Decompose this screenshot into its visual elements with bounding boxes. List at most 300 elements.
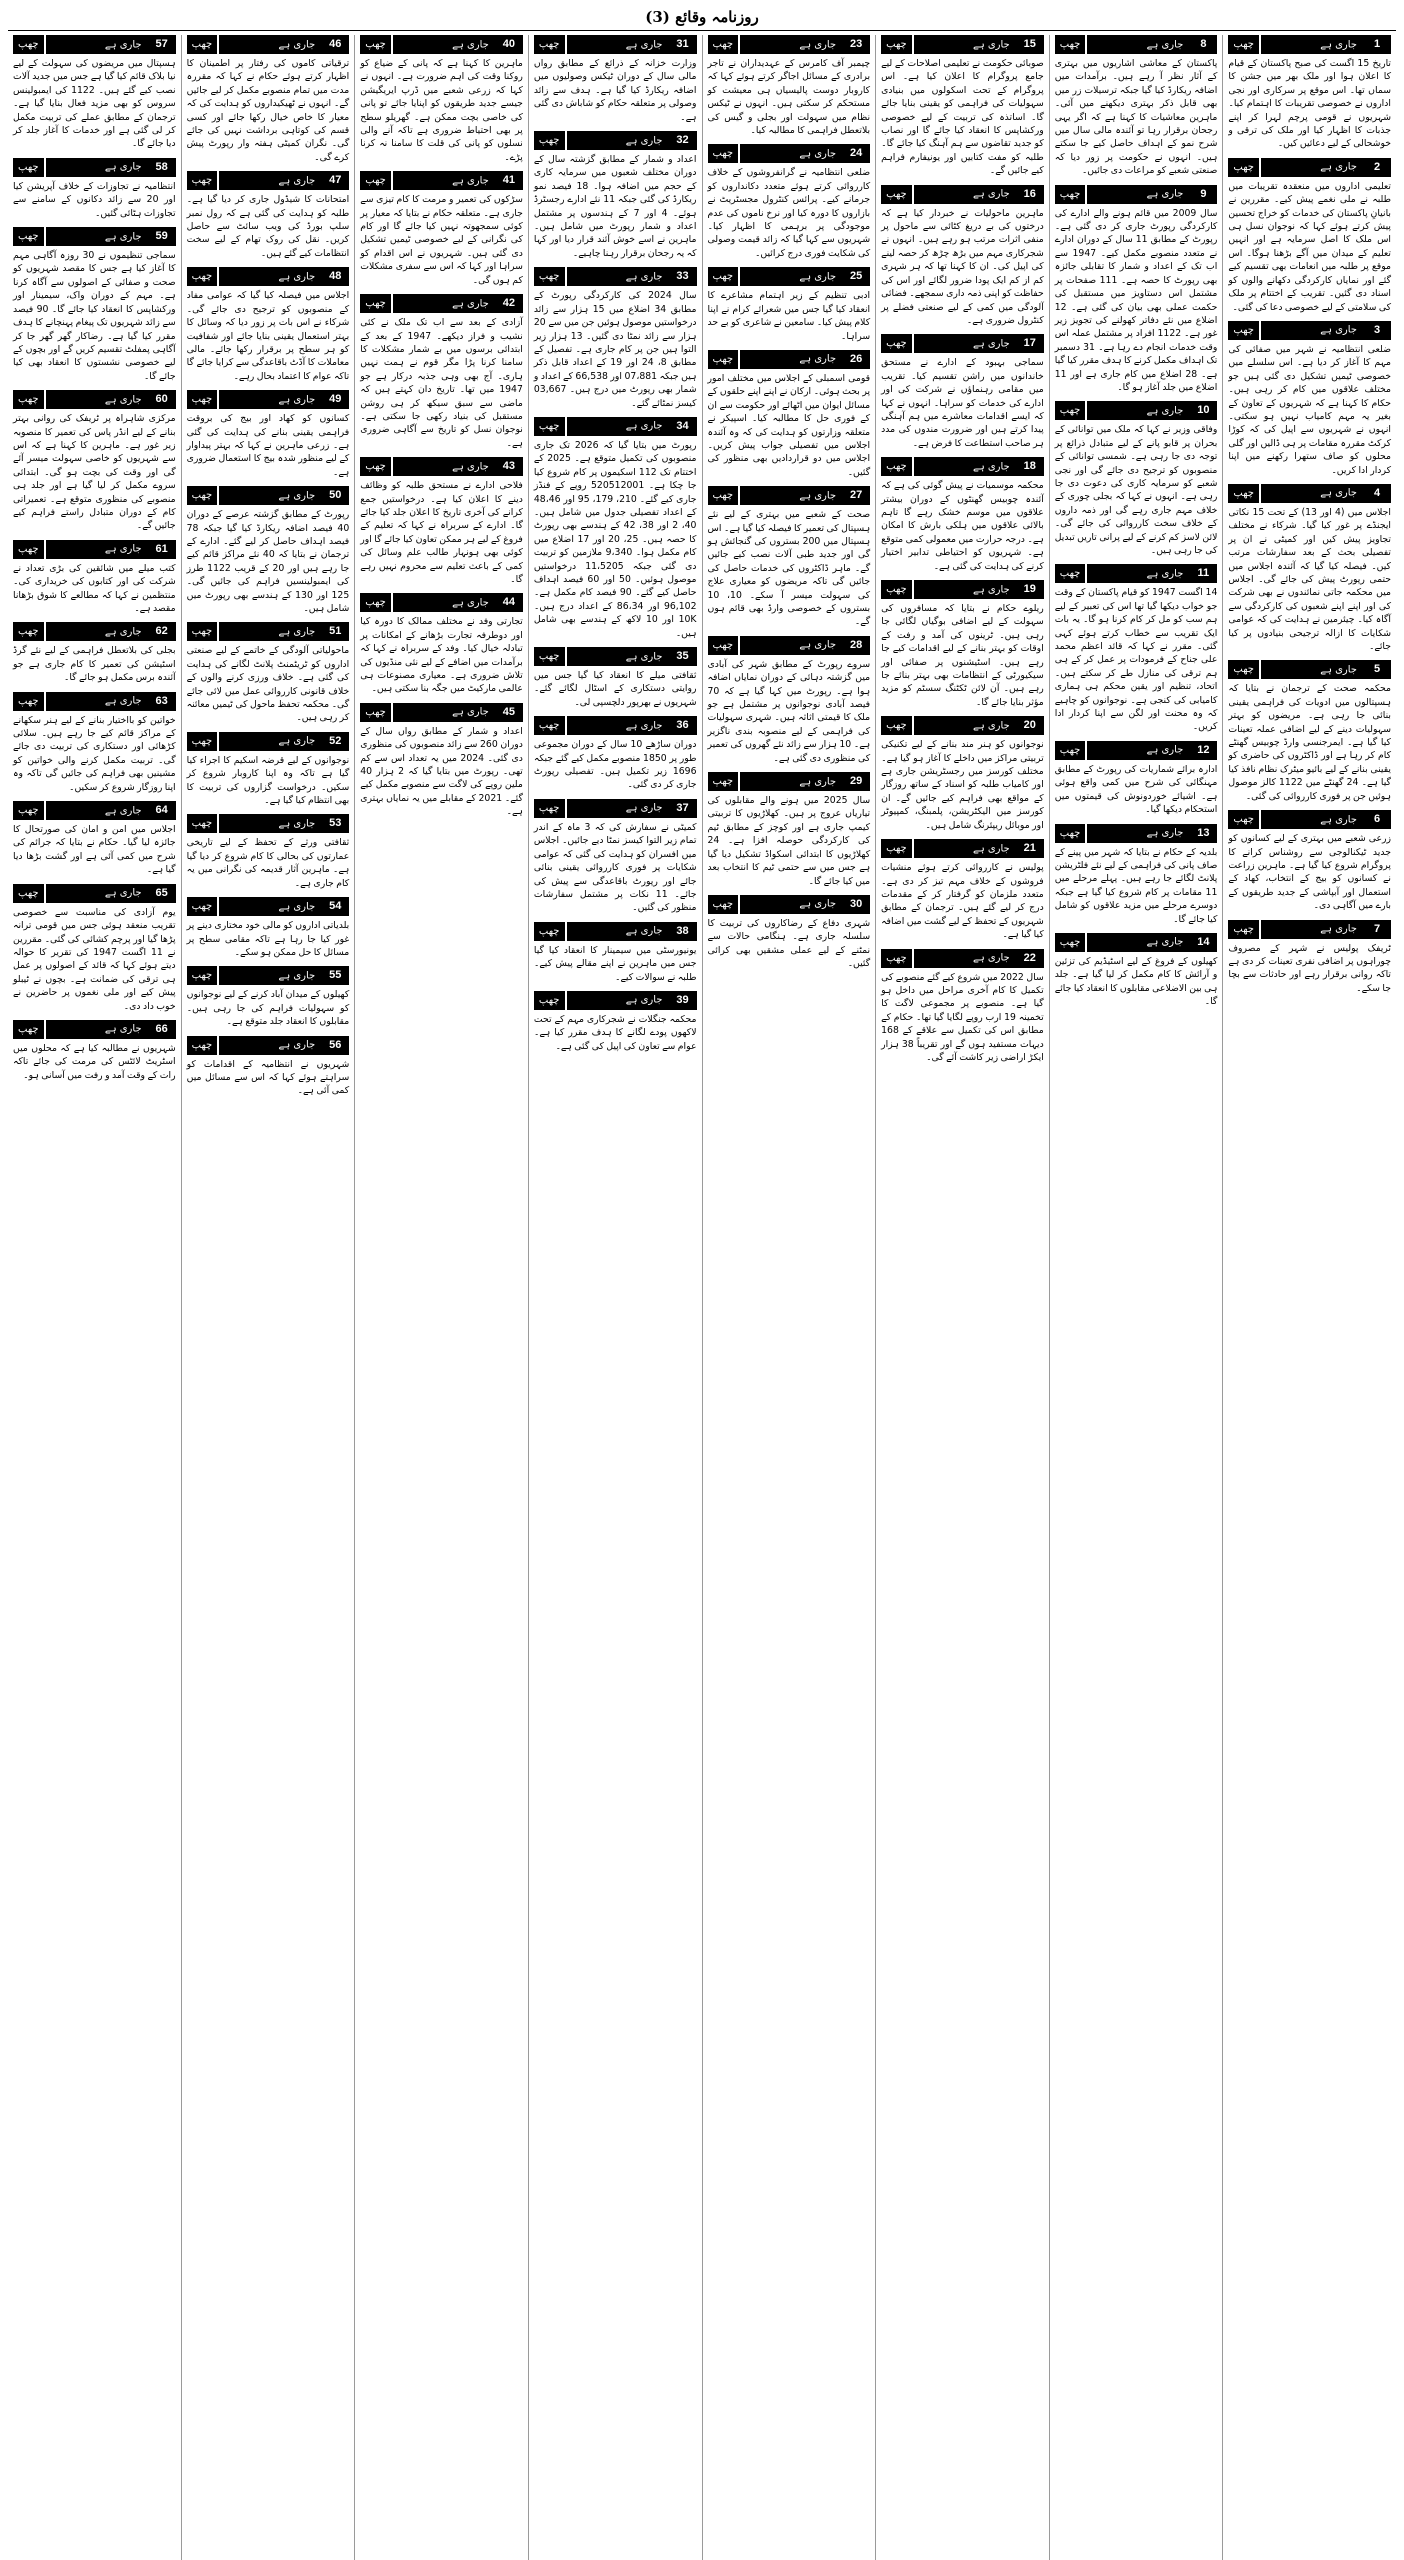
article-tag: چھپ [1055, 185, 1088, 204]
article-item [881, 949, 1044, 1065]
article-paragraph: تجارتی وفد نے مختلف ممالک کا دورہ کیا اور دوطرفہ تجارت بڑھانے کے امکانات پر تبادلہ خیال کیا۔ وفد کے سربراہ نے کہا کہ برآمدات میں اضافے کے لیے نئی منڈیوں کی تلاش ضروری ہے۔ معیاری مصنوعات ہی عالمی مارکیٹ میں جگہ بنا سکتی ہیں۔ [360, 616, 523, 695]
article-headline-bar [1087, 401, 1189, 420]
article-tag: چھپ [187, 267, 220, 286]
text-column [1049, 35, 1223, 2560]
article-item [881, 580, 1044, 709]
article-paragraph: نوجوانوں کو ہنر مند بنانے کے لیے تکنیکی تربیتی مراکز میں داخلے کا آغاز ہو گیا ہے۔ مختلف کورسز میں رجسٹریشن جاری ہے اور کامیاب طلبہ کو اسناد کے ساتھ روزگار کے مواقع بھی فراہم کیے جائیں گے۔ ان کورسز میں الیکٹریشن، پلمبنگ، کمپیوٹر اور موبائل ریپئرنگ شامل ہیں۔ [881, 739, 1044, 831]
article-header [881, 457, 1044, 476]
article-paragraph: ضلعی انتظامیہ نے شہر میں صفائی کی مہم کا آغاز کر دیا ہے۔ اس سلسلے میں خصوصی ٹیمیں تشکیل دی گئی ہیں جو مختلف علاقوں میں کام کر رہی ہیں۔ حکام کا کہنا ہے کہ شہریوں کے تعاون کے بغیر یہ مہم کامیاب نہیں ہو سکتی۔ انہوں نے شہریوں سے اپیل کی کہ کوڑا کرکٹ مقررہ مقامات پر ہی ڈالیں اور گلی محلوں کو صاف ستھرا رکھنے میں اپنا کردار ادا کریں۔ [1228, 343, 1391, 476]
article-item [881, 839, 1044, 941]
article-body [1055, 207, 1218, 395]
article-tag: چھپ [1228, 920, 1261, 939]
article-tag: چھپ [881, 580, 914, 599]
article-item [187, 966, 350, 1028]
article-item [1055, 185, 1218, 395]
article-tag: چھپ [534, 799, 567, 818]
article-headline-bar [219, 966, 321, 985]
article-headline-label: جاری ہے [104, 161, 142, 173]
article-body [187, 919, 350, 959]
article-body [881, 738, 1044, 832]
article-item [1055, 824, 1218, 926]
article-headline-bar [219, 35, 321, 54]
article-body [881, 57, 1044, 178]
article-paragraph: سال 2024 کی کارکردگی رپورٹ کے مطابق 34 اضلاع میں 15 ہزار سے زائد درخواستیں موصول ہوئیں جن میں سے 20 ہزار سے زائد نمٹا دی گئیں۔ 13 ہزار زیر التوا ہیں جن پر کام جاری ہے۔ تفصیل کے مطابق 8، 24 اور 19 کے اعداد قابل ذکر ہیں جبکہ 07،881 اور 66,538 کے اعداد و شمار بھی رپورٹ میں درج ہیں۔ 03,667 کیسز نمٹائے گئے۔ [533, 290, 697, 409]
article-number: 49 [321, 390, 349, 409]
article-number: 31 [669, 35, 697, 54]
article-header [187, 814, 350, 833]
article-headline-bar [393, 457, 495, 476]
article-paragraph: کمیٹی نے سفارش کی کہ 3 ماہ کے اندر تمام زیر التوا کیسز نمٹا دیے جائیں۔ اجلاس میں افسران کو ہدایت کی گئی کہ عوامی شکایات پر فوری کارروائی یقینی بنائی جائے اور رپورٹ باقاعدگی سے پیش کی جائے۔ 11 نکات پر مشتمل سفارشات منظور کی گئیں۔ [533, 821, 697, 914]
article-number: 22 [1016, 949, 1044, 968]
article-item [881, 35, 1044, 178]
article-body [1228, 343, 1391, 477]
text-column [528, 35, 702, 2560]
article-paragraph: سال 2022 میں شروع کیے گئے منصوبے کی تکمیل کا کام آخری مراحل میں داخل ہو گیا ہے۔ منصوبے پر مجموعی لاگت کا تخمینہ 19 ارب روپے لگایا گیا تھا۔ حکام کے مطابق اس کی تکمیل سے علاقے کے 168 دیہات مستفید ہوں گے اور تقریباً 38 ہزار ایکڑ اراضی زیر کاشت آئے گی۔ [881, 971, 1044, 1063]
article-header [1055, 824, 1218, 843]
article-item [708, 35, 871, 137]
article-body [13, 180, 176, 220]
article-header [13, 622, 176, 641]
article-tag: چھپ [1055, 401, 1088, 420]
article-number: 44 [495, 593, 523, 612]
article-body [534, 57, 697, 124]
article-headline-bar [567, 716, 669, 735]
article-headline-label: جاری ہے [452, 39, 489, 50]
article-header [13, 390, 176, 409]
article-body [187, 289, 350, 383]
article-paragraph: سماجی بہبود کے ادارے نے مستحق خاندانوں میں راشن تقسیم کیا۔ تقریب میں مقامی رہنماؤں نے شرکت کی اور ادارے کی خدمات کو سراہا۔ انہوں نے کہا کہ ایسے اقدامات معاشرے میں ہم آہنگی پیدا کرتے ہیں اور ضرورت مندوں کی مدد ہر صاحب استطاعت کا فرض ہے۔ [881, 357, 1044, 449]
article-headline-label: جاری ہے [1320, 161, 1357, 173]
article-body [360, 725, 523, 819]
article-number: 64 [148, 801, 176, 820]
article-item [534, 647, 697, 709]
article-tag: چھپ [708, 772, 741, 791]
article-tag: چھپ [360, 703, 393, 722]
article-tag: چھپ [534, 267, 567, 286]
article-item [1055, 35, 1218, 178]
article-paragraph: چیمبر آف کامرس کے عہدیداران نے تاجر برادری کے مسائل اجاگر کرتے ہوئے کہا کہ کاروبار دوست پالیسیاں ہی معیشت کو مستحکم کر سکتی ہیں۔ انہوں نے ٹیکس نظام میں سہولت اور بجلی و گیس کی بلاتعطل فراہمی کا مطالبہ کیا۔ [707, 58, 871, 137]
article-headline-label: جاری ہے [278, 735, 316, 747]
article-paragraph: ادبی تنظیم کے زیر اہتمام مشاعرے کا انعقاد کیا گیا جس میں شعرائے کرام نے اپنا کلام پیش کیا۔ سامعین نے شاعری کو بے حد سراہا۔ [707, 290, 871, 342]
article-tag: چھپ [360, 457, 393, 476]
article-number: 40 [495, 35, 523, 54]
article-number: 53 [321, 814, 349, 833]
article-headline-bar [567, 35, 669, 54]
article-number: 60 [148, 390, 176, 409]
article-item [360, 294, 523, 450]
article-headline-bar [1261, 920, 1363, 939]
article-headline-bar [740, 144, 842, 163]
article-header [1055, 401, 1218, 420]
article-tag: چھپ [1228, 158, 1261, 177]
article-headline-bar [1261, 158, 1363, 177]
article-paragraph: بلدیاتی اداروں کو مالی خود مختاری دینے پر غور کیا جا رہا ہے تاکہ مقامی سطح پر مسائل کا حل ممکن ہو سکے۔ [186, 920, 350, 958]
article-tag: چھپ [360, 35, 393, 54]
article-body [708, 917, 871, 971]
article-paragraph: انتظامیہ نے تجاوزات کے خلاف آپریشن کیا اور 20 سے زائد دکانوں کے سامنے سے تجاوزات ہٹائی گئیں۔ [13, 180, 176, 219]
article-headline-label: جاری ہے [799, 776, 837, 788]
article-header [1055, 933, 1218, 952]
article-tag: چھپ [1228, 660, 1261, 679]
article-tag: چھپ [13, 622, 46, 641]
article-headline-label: جاری ہے [1320, 664, 1357, 676]
article-headline-label: جاری ہے [799, 39, 837, 50]
article-tag: چھپ [187, 1036, 220, 1055]
article-item [13, 540, 176, 616]
article-paragraph: شہریوں نے مطالبہ کیا ہے کہ محلوں میں اسٹریٹ لائٹس کی مرمت کی جائے تاکہ رات کے وقت آمد و رفت میں آسانی ہو۔ [13, 1042, 176, 1081]
article-paragraph: صوبائی حکومت نے تعلیمی اصلاحات کے لیے جامع پروگرام کا اعلان کیا ہے۔ اس پروگرام کے تحت اسکولوں میں بنیادی سہولیات کی فراہمی کو یقینی بنایا جائے گا۔ اساتذہ کی تربیت کے لیے خصوصی ورکشاپس کا انعقاد کیا جائے گا اور نصاب کو جدید تقاضوں سے ہم آہنگ کیا جائے گا۔ طلبہ کو مفت کتابیں اور یونیفارم فراہم کیے جائیں گے۔ [881, 58, 1044, 177]
article-body [534, 738, 697, 792]
article-headline-bar [219, 171, 321, 190]
article-paragraph: ماہرین کا کہنا ہے کہ پانی کے ضیاع کو روکنا وقت کی اہم ضرورت ہے۔ انہوں نے کہا کہ زرعی شعبے میں ڈرپ ایریگیشن جیسے جدید طریقوں کو اپنایا جائے تو پانی کی خاصی بچت ممکن ہے۔ گھریلو سطح پر بھی احتیاط ضروری ہے تاکہ آنے والی نسلوں کو پانی کی قلت کا سامنا نہ کرنا پڑے۔ [360, 58, 523, 163]
article-headline-label: جاری ہے [625, 802, 663, 814]
article-headline-bar [46, 158, 148, 177]
article-number: 2 [1363, 158, 1391, 177]
article-headline-bar [567, 267, 669, 286]
article-header [881, 839, 1044, 858]
article-item [187, 814, 350, 890]
article-headline-label: جاری ہے [452, 597, 489, 609]
article-headline-bar [46, 540, 148, 559]
article-header [708, 350, 871, 369]
article-item [360, 703, 523, 819]
article-body [360, 479, 523, 586]
article-paragraph: آزادی کے بعد سے اب تک ملک نے کئی نشیب و فراز دیکھے۔ 1947 کے بعد کے ابتدائی برسوں میں بے شمار مشکلات کا سامنا کرنا پڑا مگر قوم نے ہمت نہیں ہاری۔ آج بھی وہی جذبہ درکار ہے جو 1947 میں تھا۔ تاریخ دان کہتے ہیں کہ ماضی سے سبق سیکھ کر ہی روشن مستقبل کی بنیاد رکھی جا سکتی ہے۔ نوجوان نسل کو تاریخ سے آگاہی ضروری ہے۔ [360, 317, 523, 449]
article-headline-label: جاری ہے [972, 584, 1010, 595]
article-tag: چھپ [534, 35, 567, 54]
article-number: 41 [495, 171, 523, 190]
article-paragraph: سال 2025 میں ہونے والے مقابلوں کی تیاریاں عروج پر ہیں۔ کھلاڑیوں کا تربیتی کیمپ جاری ہے اور کوچز کے مطابق ٹیم کی کارکردگی حوصلہ افزا ہے۔ 24 کھلاڑیوں کا ابتدائی اسکواڈ تشکیل دیا گیا ہے جس میں سے حتمی ٹیم کا انتخاب بعد میں کیا جائے گا۔ [707, 795, 871, 887]
article-item [13, 884, 176, 1013]
article-number: 45 [495, 703, 523, 722]
article-tag: چھپ [187, 35, 220, 54]
article-headline-label: جاری ہے [104, 887, 142, 899]
article-headline-label: جاری ہے [799, 639, 837, 651]
article-headline-bar [567, 131, 669, 150]
article-headline-label: جاری ہے [799, 490, 837, 502]
article-headline-label: جاری ہے [625, 420, 663, 432]
article-number: 61 [148, 540, 176, 559]
article-number: 59 [148, 227, 176, 246]
article-item [1055, 401, 1218, 557]
article-header [13, 35, 176, 54]
article-tag: چھپ [1055, 933, 1088, 952]
article-header [187, 897, 350, 916]
article-paragraph: شہری دفاع کے رضاکاروں کی تربیت کا سلسلہ جاری ہے۔ ہنگامی حالات سے نمٹنے کے لیے عملی مشقیں بھی کرائی گئیں۔ [707, 917, 871, 970]
article-tag: چھپ [187, 966, 220, 985]
article-headline-label: جاری ہے [278, 490, 316, 502]
article-item [187, 622, 350, 724]
article-headline-bar [1261, 35, 1363, 54]
article-headline-label: جاری ہے [799, 148, 837, 160]
article-header [1228, 35, 1391, 54]
article-body [1055, 846, 1218, 926]
article-number: 55 [321, 966, 349, 985]
article-headline-bar [219, 267, 321, 286]
article-item [534, 267, 697, 410]
article-header [881, 949, 1044, 968]
article-headline-bar [219, 1036, 321, 1055]
article-number: 13 [1189, 824, 1217, 843]
article-number: 5 [1363, 660, 1391, 679]
article-headline-bar [393, 35, 495, 54]
article-tag: چھپ [881, 334, 914, 353]
article-headline-bar [219, 622, 321, 641]
article-number: 16 [1016, 185, 1044, 204]
article-number: 6 [1363, 810, 1391, 829]
article-item [1228, 810, 1391, 912]
article-item [708, 486, 871, 629]
article-header [881, 185, 1044, 204]
article-headline-label: جاری ہے [104, 231, 142, 243]
article-item [534, 417, 697, 640]
article-tag: چھپ [708, 350, 741, 369]
article-headline-label: جاری ہے [278, 175, 316, 187]
article-body [881, 861, 1044, 941]
article-header [534, 267, 697, 286]
article-tag: چھپ [708, 636, 741, 655]
article-body [1228, 942, 1391, 996]
article-body [187, 57, 350, 164]
article-paragraph: سال 2009 میں قائم ہونے والے ادارے کی کارکردگی رپورٹ جاری کر دی گئی ہے۔ رپورٹ کے مطابق 11 سال کے دوران ادارے نے متعدد منصوبے مکمل کیے۔ 1947 سے اب تک کے اعداد و شمار کا تقابلی جائزہ بھی رپورٹ کا حصہ ہے۔ 111 صفحات پر مشتمل اس دستاویز میں مستقبل کی حکمت عملی بھی بیان کی گئی ہے۔ 12 اضلاع میں نئے دفاتر کھولنے کی تجویز زیر غور ہے۔ 1122 افراد پر مشتمل عملہ اس وقت خدمات انجام دے رہا ہے۔ 31 دسمبر تک اہداف مکمل کرنے کا ہدف مقرر کیا گیا ہے۔ 28 اضلاع میں کام جاری ہے اور 11 اضلاع میں جلد آغاز ہو گا۔ [1054, 207, 1218, 393]
article-paragraph: رپورٹ میں بتایا گیا کہ 2026 تک جاری منصوبوں کی تکمیل متوقع ہے۔ 2025 کے اختتام تک 112 اسکیموں پر کام شروع کیا جا چکا ہے۔ 520512001 روپے کے فنڈز جاری کیے گئے۔ 210، 179، 95 اور 48،46 کے اعداد تفصیلی جدول میں شامل ہیں۔ 40، 2 اور 38، 42 کے ہندسے بھی رپورٹ کا حصہ ہیں۔ 25، 20 اور 17 اضلاع میں کام مکمل ہوا۔ 9،340 ملازمین کو تربیت دی گئی جبکہ 11،5205 درخواستیں موصول ہوئیں۔ 50 اور 60 فیصد اہداف حاصل کیے گئے۔ 90 فیصد کام مکمل ہے۔ 96,102 اور 86،34 کے اعداد درج ہیں۔ 10K اور 10 لاکھ کے ہندسے بھی شامل ہیں۔ [533, 439, 697, 639]
article-item [708, 772, 871, 888]
article-headline-bar [567, 922, 669, 941]
article-paragraph: شہریوں نے انتظامیہ کے اقدامات کو سراہتے ہوئے کہا کہ اس سے مسائل میں کمی آئی ہے۔ [186, 1058, 350, 1097]
article-body [360, 193, 523, 287]
article-tag: چھپ [1055, 35, 1088, 54]
article-number: 46 [321, 35, 349, 54]
article-body [534, 1013, 697, 1053]
article-tag: چھپ [187, 486, 220, 505]
article-body [708, 372, 871, 479]
article-headline-bar [740, 895, 842, 914]
article-tag: چھپ [13, 390, 46, 409]
article-body [534, 439, 697, 640]
article-tag: چھپ [13, 227, 46, 246]
article-tag: چھپ [708, 895, 741, 914]
article-number: 8 [1189, 35, 1217, 54]
article-body [13, 249, 176, 383]
article-item [360, 35, 523, 164]
article-headline-bar [1261, 484, 1363, 503]
article-item [13, 622, 176, 684]
article-body [13, 57, 176, 151]
article-headline-label: جاری ہے [625, 39, 663, 50]
article-headline-bar [46, 35, 148, 54]
article-item [1228, 158, 1391, 314]
article-item [187, 171, 350, 260]
article-body [708, 289, 871, 343]
article-header [708, 144, 871, 163]
article-tag: چھپ [13, 540, 46, 559]
article-paragraph: ریلوے حکام نے بتایا کہ مسافروں کی سہولت کے لیے اضافی بوگیاں لگائی جا رہی ہیں۔ ٹرینوں کی آمد و رفت کے اوقات کو بہتر بنانے کے لیے اقدامات کیے جا رہے ہیں۔ اسٹیشنوں پر صفائی اور سیکیورٹی کے انتظامات بھی بہتر بنائے جا رہے ہیں۔ آن لائن ٹکٹنگ سسٹم کو مزید مؤثر بنایا جائے گا۔ [881, 603, 1044, 708]
article-paragraph: نوجوانوں کے لیے قرضہ اسکیم کا اجراء کیا گیا ہے تاکہ وہ اپنا کاروبار شروع کر سکیں۔ درخواست گزاروں کی تربیت کا بھی انتظام کیا گیا ہے۔ [186, 754, 350, 807]
article-headline-bar [1087, 564, 1189, 583]
article-headline-bar [914, 716, 1016, 735]
article-item [1228, 660, 1391, 803]
article-number: 34 [669, 417, 697, 436]
article-body [534, 944, 697, 984]
article-item [881, 334, 1044, 450]
article-headline-label: جاری ہے [1146, 936, 1184, 948]
article-header [1228, 158, 1391, 177]
article-item [534, 991, 697, 1053]
article-number: 23 [842, 35, 870, 54]
article-tag: چھپ [708, 486, 741, 505]
text-column [354, 35, 528, 2560]
article-tag: چھپ [1228, 484, 1261, 503]
text-column [702, 35, 876, 2560]
article-headline-bar [567, 799, 669, 818]
article-paragraph: وفاقی وزیر نے کہا کہ ملک میں توانائی کے بحران پر قابو پانے کے لیے متبادل ذرائع پر توجہ دی جا رہی ہے۔ شمسی توانائی کے منصوبوں کو ترجیح دی جائے گی اور نجی شعبے کو سرمایہ کاری کی دعوت دی جا رہی ہے۔ انہوں نے کہا کہ بجلی چوری کے خلاف مہم جاری رہے گی اور ذمہ داروں کے خلاف سخت کارروائی کی جائے گی۔ لائن لاسز کم کرنے کے لیے پرانی تاریں تبدیل کی جا رہی ہیں۔ [1054, 424, 1218, 556]
article-headline-bar [393, 593, 495, 612]
article-headline-bar [46, 1020, 148, 1039]
article-body [881, 356, 1044, 450]
article-item [13, 801, 176, 877]
article-paragraph: اعداد و شمار کے مطابق گزشتہ سال کے دوران مختلف شعبوں میں سرمایہ کاری کے حجم میں اضافہ ہوا۔ 18 فیصد نمو ریکارڈ کی گئی جبکہ 11 نئے ادارے رجسٹرڈ ہوئے۔ 4 اور 7 کے ہندسوں پر مشتمل اعداد و شمار رپورٹ میں شامل ہیں۔ ماہرین نے اسے خوش آئند قرار دیا اور کہا کہ یہ رجحان برقرار رہنا چاہیے۔ [533, 154, 697, 259]
article-body [881, 479, 1044, 573]
article-number: 43 [495, 457, 523, 476]
article-headline-label: جاری ہے [625, 271, 663, 283]
page-title: روزنامہ وقائع (3) [8, 6, 1396, 31]
text-column [1222, 35, 1396, 2560]
article-header [1055, 564, 1218, 583]
article-number: 42 [495, 294, 523, 313]
article-headline-bar [1087, 185, 1189, 204]
article-header [187, 35, 350, 54]
article-headline-bar [740, 636, 842, 655]
article-header [881, 35, 1044, 54]
article-body [1228, 180, 1391, 314]
article-paragraph: 14 اگست 1947 کو قیام پاکستان کے وقت جو خواب دیکھا گیا تھا اس کی تعبیر کے لیے ہم سب کو مل کر کام کرنا ہو گا۔ یہ بات ایک تقریب سے خطاب کرتے ہوئے کہی گئی۔ مقرر نے کہا کہ قائد اعظم محمد علی جناح کے فرمودات پر عمل کر کے ہی ہم ترقی کی منازل طے کر سکتے ہیں۔ اتحاد، تنظیم اور یقین محکم ہی ہماری کامیابی کی کنجی ہے۔ نوجوانوں کو چاہیے کہ وہ محنت اور لگن سے اپنا کردار ادا کریں۔ [1054, 587, 1218, 733]
article-headline-bar [219, 486, 321, 505]
article-number: 1 [1363, 35, 1391, 54]
article-number: 35 [669, 647, 697, 666]
article-number: 38 [669, 922, 697, 941]
article-tag: چھپ [13, 35, 46, 54]
article-item [1228, 484, 1391, 653]
article-tag: چھپ [534, 716, 567, 735]
article-headline-label: جاری ہے [1320, 814, 1357, 826]
article-headline-bar [1087, 933, 1189, 952]
article-paragraph: یوم آزادی کی مناسبت سے خصوصی تقریب منعقد ہوئی جس میں قومی ترانہ پڑھا گیا اور پرچم کشائی کی گئی۔ مقررین نے 11 اگست 1947 کی تقریر کا حوالہ دیتے ہوئے کہا کہ قائد کے اصولوں پر عمل ہی ترقی کی ضمانت ہے۔ بچوں نے ٹیبلو پیش کیے اور ملی نغموں پر حاضرین نے خوب داد دی۔ [13, 906, 176, 1012]
article-tag: چھپ [1055, 564, 1088, 583]
article-header [13, 227, 176, 246]
article-paragraph: خواتین کو بااختیار بنانے کے لیے ہنر سکھانے کے مراکز قائم کیے جا رہے ہیں۔ سلائی کڑھائی اور دستکاری کی تربیت دی جائے گی۔ تربیت مکمل کرنے والی خواتین کو مشینیں بھی فراہم کی جائیں گی تاکہ وہ اپنا روزگار شروع کر سکیں۔ [13, 714, 176, 793]
article-tag: چھپ [1228, 810, 1261, 829]
article-tag: چھپ [187, 732, 220, 751]
article-paragraph: بجلی کی بلاتعطل فراہمی کے لیے نئے گرڈ اسٹیشن کی تعمیر کا کام جاری ہے جو آئندہ برس مکمل ہو جائے گا۔ [13, 645, 176, 684]
article-item [708, 895, 871, 971]
article-number: 37 [669, 799, 697, 818]
article-body [187, 193, 350, 260]
article-item [1055, 933, 1218, 1009]
article-header [708, 636, 871, 655]
article-headline-label: جاری ہے [278, 626, 316, 638]
article-headline-bar [740, 267, 842, 286]
article-header [187, 1036, 350, 1055]
article-headline-bar [219, 814, 321, 833]
article-item [360, 457, 523, 586]
article-body [708, 508, 871, 629]
article-paragraph: اجلاس میں فیصلہ کیا گیا کہ عوامی مفاد کے منصوبوں کو ترجیح دی جائے گی۔ شرکاء نے اس بات پر زور دیا کہ وسائل کا بہتر استعمال یقینی بنایا جائے اور شفافیت کو ہر سطح پر برقرار رکھا جائے۔ مالی معاملات کا آڈٹ باقاعدگی سے کرایا جائے گا تاکہ عوام کا اعتماد بحال رہے۔ [186, 290, 350, 382]
article-header [708, 895, 871, 914]
article-paragraph: کسانوں کو کھاد اور بیج کی بروقت فراہمی یقینی بنانے کی ہدایت کی گئی ہے۔ زرعی ماہرین نے کہا کہ بہتر پیداوار کے لیے منظور شدہ بیج کا استعمال ضروری ہے۔ [186, 413, 350, 478]
article-paragraph: زرعی شعبے میں بہتری کے لیے کسانوں کو جدید ٹیکنالوجی سے روشناس کرانے کا پروگرام شروع کیا گیا ہے۔ ماہرین زراعت نے کسانوں کو بیج کے انتخاب، کھاد کے استعمال اور آبپاشی کے جدید طریقوں کے بارے میں آگاہی دی۔ [1228, 833, 1391, 912]
article-header [534, 131, 697, 150]
article-paragraph: ضلعی انتظامیہ نے گرانفروشوں کے خلاف کارروائی کرتے ہوئے متعدد دکانداروں کو جرمانے کیے۔ پرائس کنٹرول مجسٹریٹ نے بازاروں کا دورہ کیا اور نرخ ناموں کی عدم موجودگی پر برہمی کا اظہار کیا۔ شہریوں سے کہا گیا کہ زائد قیمت وصولی کی شکایت فوری درج کرائیں۔ [707, 167, 871, 259]
article-headline-label: جاری ہے [972, 188, 1010, 200]
article-headline-label: جاری ہے [972, 952, 1010, 964]
article-paragraph: ماہرین ماحولیات نے خبردار کیا ہے کہ درختوں کی بے دریغ کٹائی سے ماحول پر منفی اثرات مرتب ہو رہے ہیں۔ انہوں نے شجرکاری مہم میں بڑھ چڑھ کر حصہ لینے کی اپیل کی۔ ان کا کہنا تھا کہ ہر شہری کم از کم ایک پودا ضرور لگائے اور اس کی حفاظت کو اپنی ذمہ داری سمجھے۔ فضائی آلودگی میں کمی کے لیے صنعتی فضلے پر کنٹرول ضروری ہے۔ [881, 207, 1044, 326]
article-headline-bar [914, 949, 1016, 968]
article-header [881, 580, 1044, 599]
article-header [534, 991, 697, 1010]
article-header [187, 966, 350, 985]
article-number: 3 [1363, 321, 1391, 340]
article-headline-label: جاری ہے [104, 39, 142, 50]
article-item [13, 35, 176, 151]
article-item [187, 897, 350, 959]
article-headline-label: جاری ہے [278, 271, 316, 283]
article-item [708, 350, 871, 479]
article-headline-label: جاری ہے [1146, 39, 1184, 50]
article-headline-label: جاری ہے [972, 843, 1010, 855]
article-number: 12 [1189, 741, 1217, 760]
article-header [1228, 920, 1391, 939]
article-headline-label: جاری ہے [452, 175, 489, 187]
article-headline-label: جاری ہے [625, 994, 663, 1006]
article-headline-bar [219, 897, 321, 916]
article-paragraph: سڑکوں کی تعمیر و مرمت کا کام تیزی سے جاری ہے۔ متعلقہ حکام نے بتایا کہ معیار پر کوئی سمجھوتہ نہیں کیا جائے گا اور کام کی نگرانی کے لیے خصوصی ٹیمیں تشکیل دی گئی ہیں۔ شہریوں نے اس اقدام کو سراہا اور کہا کہ اس سے سفری مشکلات کم ہوں گی۔ [360, 194, 523, 286]
article-header [881, 716, 1044, 735]
article-body [187, 644, 350, 724]
article-paragraph: دوران ساڑھے 10 سال کے دوران مجموعی طور پر 1850 منصوبے مکمل کیے گئے جبکہ 1696 زیر تکمیل ہیں۔ تفصیلی رپورٹ جاری کر دی گئی۔ [533, 739, 697, 791]
article-item [360, 171, 523, 287]
article-headline-bar [914, 185, 1016, 204]
article-body [708, 166, 871, 260]
article-item [13, 1020, 176, 1082]
article-paragraph: کھیلوں کے میدان آباد کرنے کے لیے نوجوانوں کو سہولیات فراہم کی جا رہی ہیں۔ مقابلوں کا انعقاد جلد متوقع ہے۔ [186, 989, 350, 1028]
article-headline-bar [1261, 660, 1363, 679]
article-headline-label: جاری ہے [104, 805, 142, 817]
article-item [708, 636, 871, 765]
article-number: 30 [842, 895, 870, 914]
article-header [13, 1020, 176, 1039]
article-header [360, 457, 523, 476]
article-headline-bar [914, 580, 1016, 599]
article-number: 11 [1189, 564, 1217, 583]
article-body [187, 988, 350, 1028]
article-number: 27 [842, 486, 870, 505]
article-paragraph: اجلاس میں امن و امان کی صورتحال کا جائزہ لیا گیا۔ حکام نے بتایا کہ جرائم کی شرح میں کمی آئی ہے اور گشت بڑھا دیا گیا ہے۔ [13, 824, 176, 876]
article-headline-bar [914, 35, 1016, 54]
article-number: 65 [148, 884, 176, 903]
article-header [534, 35, 697, 54]
article-number: 63 [148, 692, 176, 711]
article-number: 19 [1016, 580, 1044, 599]
article-body [881, 602, 1044, 709]
article-body [187, 1058, 350, 1098]
article-item [534, 922, 697, 984]
article-tag: چھپ [534, 417, 567, 436]
article-item [13, 158, 176, 220]
article-item [1228, 321, 1391, 477]
article-paragraph: محکمہ صحت کے ترجمان نے بتایا کہ ہسپتالوں میں ادویات کی فراہمی یقینی بنائی جا رہی ہے۔ مریضوں کو بہتر سہولیات دینے کے لیے اضافی عملہ تعینات کیا گیا ہے۔ ایمرجنسی وارڈ چوبیس گھنٹے کام کر رہا ہے اور ڈاکٹروں کی حاضری کو یقینی بنانے کے لیے بائیو میٹرک نظام نافذ کیا گیا ہے۔ 24 گھنٹے میں 1122 کالز موصول ہوئیں جن پر فوری کارروائی کی گئی۔ [1228, 683, 1391, 802]
article-headline-bar [46, 227, 148, 246]
article-number: 25 [842, 267, 870, 286]
